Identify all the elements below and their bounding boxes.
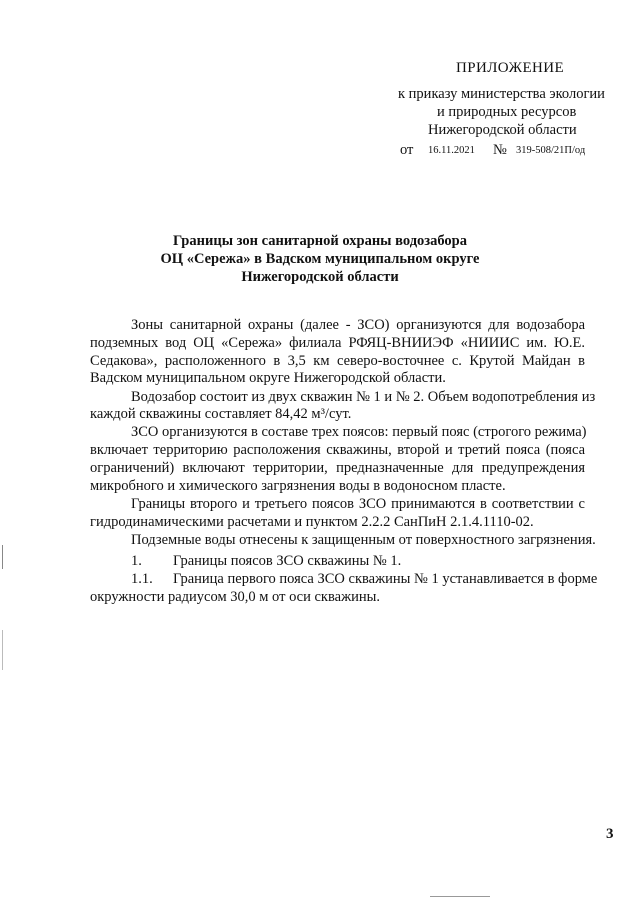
paragraph-1-line-2: подземных вод ОЦ «Сережа» филиала РФЯЦ-ВНИИЭФ «НИИИС им. Ю.Е. <box>90 335 585 351</box>
paragraph-1-line-4: Вадском муниципальном округе Нижегородской области. <box>90 370 446 386</box>
scan-edge-mark <box>2 630 3 670</box>
paragraph-3-line-3: ограничений) включают территории, предназначенные для предупреждения <box>90 460 585 476</box>
section-1-1-line-1: Граница первого пояса ЗСО скважины № 1 устанавливается в форме <box>173 571 598 587</box>
paragraph-1-line-3: Седакова», расположенного в 3,5 км северо-восточнее с. Крутой Майдан в <box>90 353 585 369</box>
scan-bottom-mark <box>430 896 490 897</box>
paragraph-3-line-1: ЗСО организуются в составе трех поясов: первый пояс (строгого режима) <box>131 424 587 440</box>
section-1-1-number: 1.1. <box>131 571 153 587</box>
number-prefix: № <box>493 142 507 158</box>
date-prefix: от <box>400 142 414 158</box>
document-heading-line-2: ОЦ «Сережа» в Вадском муниципальном округе <box>160 251 480 267</box>
paragraph-3-line-4: микробного и химического загрязнения воды в водоносном пласте. <box>90 478 506 494</box>
paragraph-4-line-1: Границы второго и третьего поясов ЗСО принимаются в соответствии с <box>131 496 585 512</box>
document-heading-line-3: Нижегородской области <box>241 269 399 285</box>
paragraph-1-line-1: Зоны санитарной охраны (далее - ЗСО) организуются для водозабора <box>131 317 585 333</box>
appendix-title: ПРИЛОЖЕНИЕ <box>456 60 565 76</box>
section-1-number: 1. <box>131 553 142 569</box>
paragraph-2-line-2: каждой скважины составляет 84,42 м³/сут. <box>90 406 352 422</box>
order-number: 319-508/21П/од <box>516 145 586 156</box>
appendix-order-line: к приказу министерства экологии <box>398 86 605 102</box>
appendix-region-line: Нижегородской области <box>428 122 577 138</box>
paragraph-2-line-1: Водозабор состоит из двух скважин № 1 и № 2. Объем водопотребления из <box>131 389 596 405</box>
paragraph-5-line-1: Подземные воды отнесены к защищенным от поверхностного загрязнения. <box>131 532 596 548</box>
paragraph-3-line-2: включает территорию расположения скважины, второй и третий пояса (пояса <box>90 442 585 458</box>
section-1-1-line-2: окружности радиусом 30,0 м от оси скважины. <box>90 589 380 605</box>
appendix-ministry-line: и природных ресурсов <box>437 104 577 120</box>
section-1-title: Границы поясов ЗСО скважины № 1. <box>173 553 402 569</box>
order-date: 16.11.2021 <box>428 145 475 156</box>
document-heading-line-1: Границы зон санитарной охраны водозабора <box>173 233 467 249</box>
page-number: 3 <box>606 826 614 842</box>
scan-edge-mark <box>2 545 3 569</box>
paragraph-4-line-2: гидродинамическими расчетами и пунктом 2.2.2 СанПиН 2.1.4.1110-02. <box>90 514 534 530</box>
